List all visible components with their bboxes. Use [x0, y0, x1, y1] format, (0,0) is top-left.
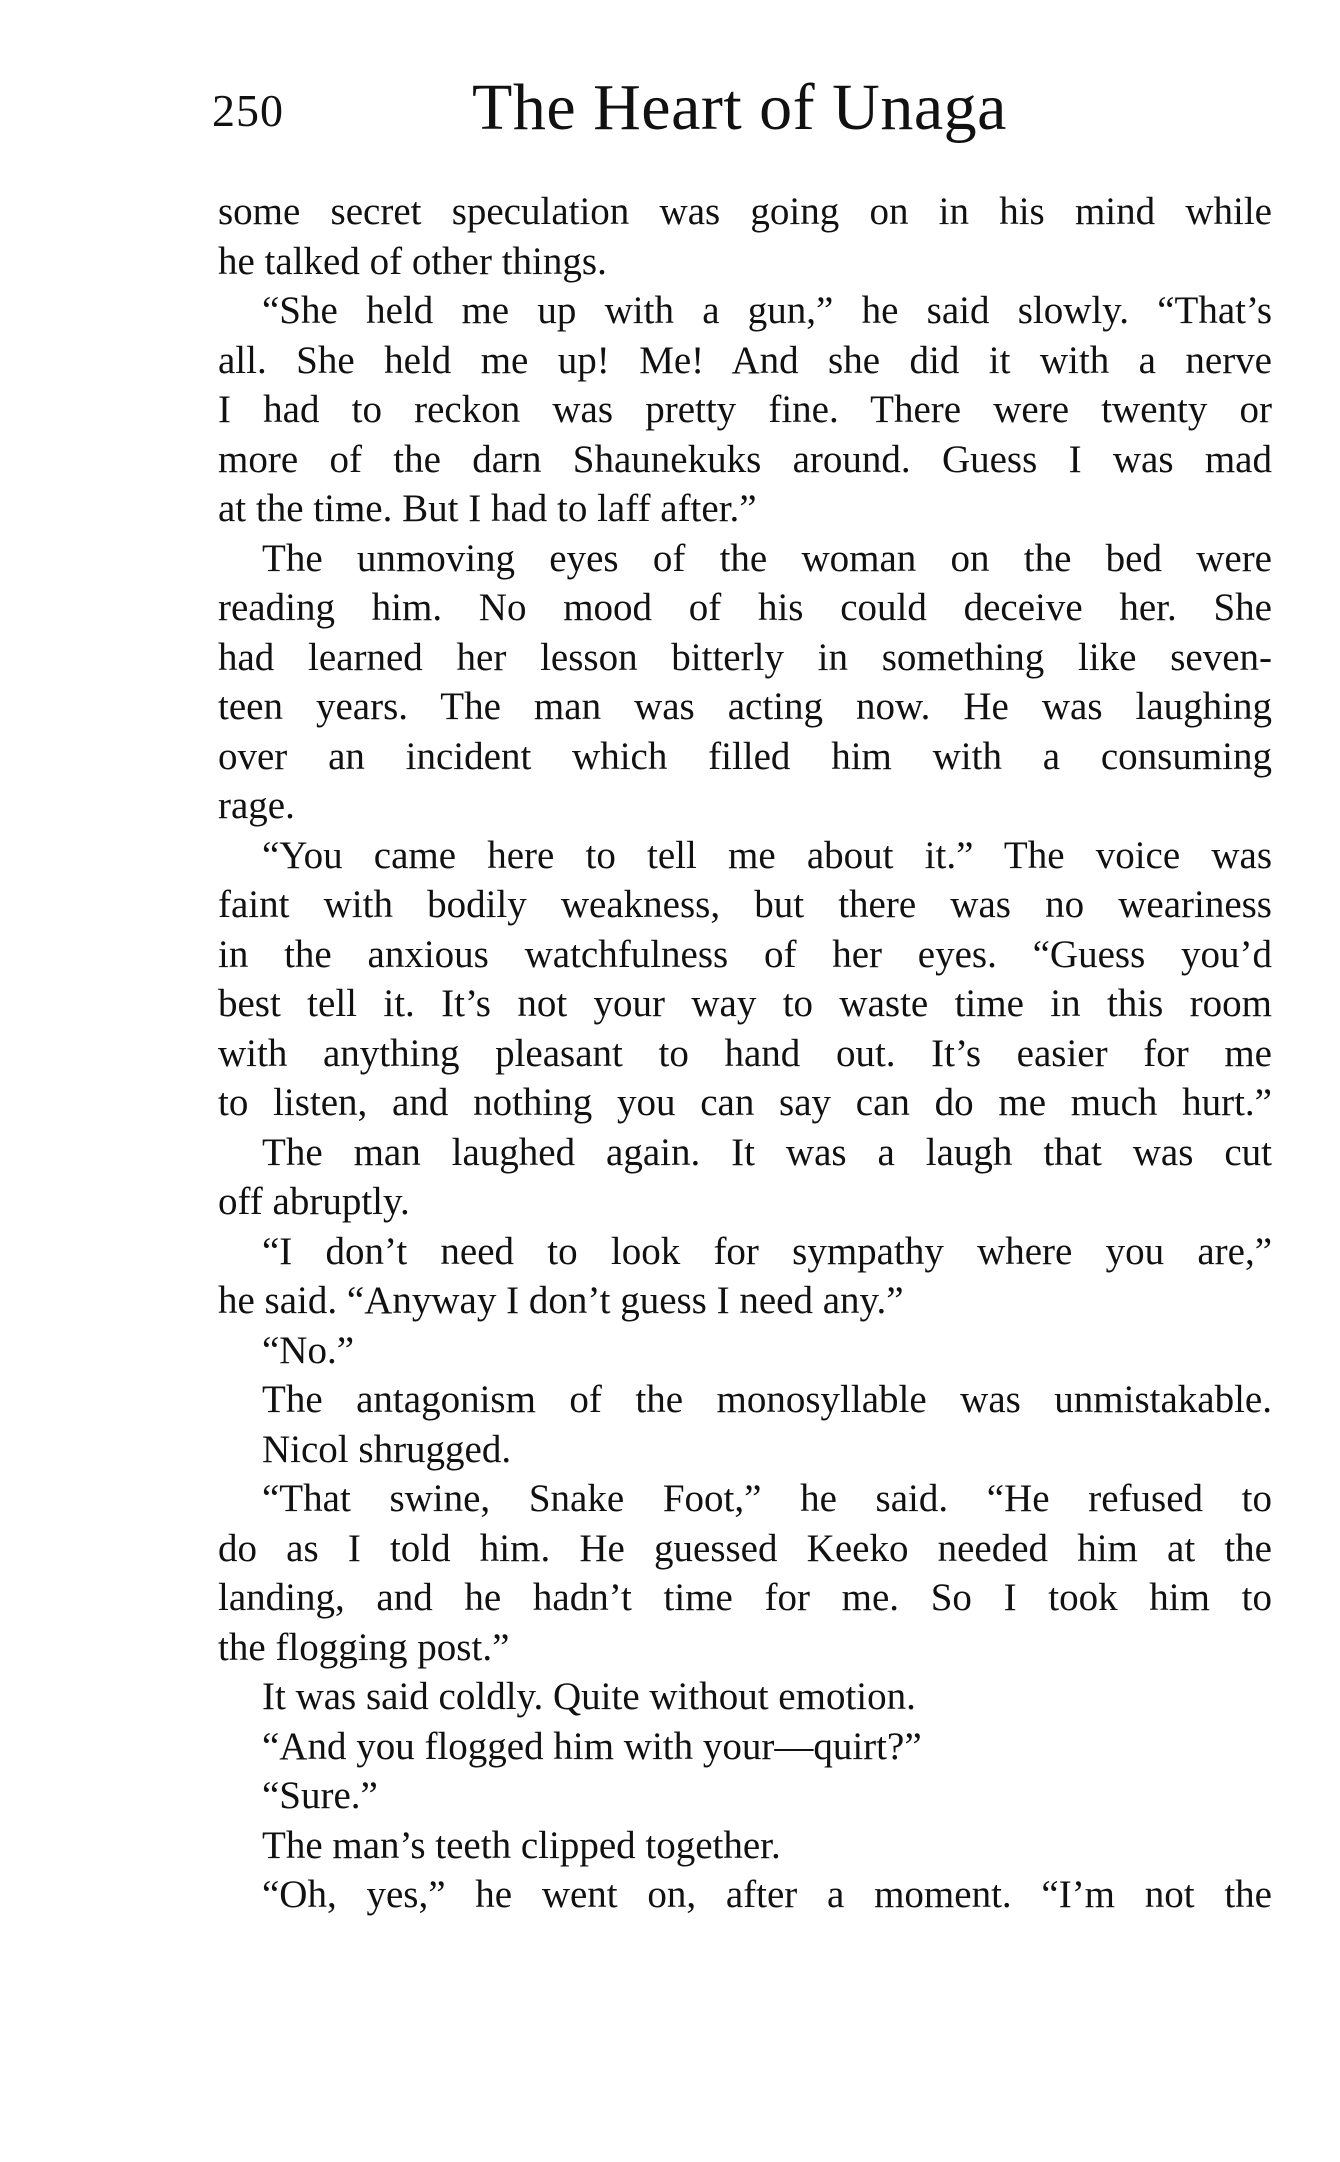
text-line: I had to reckon was pretty fine. There were twenty or [218, 388, 1272, 431]
running-title: The Heart of Unaga [472, 71, 1007, 144]
text-line: The antagonism of the monosyllable was unmistakable. [262, 1378, 1272, 1421]
text-line: all. She held me up! Me! And she did it with a nerve [218, 338, 1272, 382]
text-line: over an incident which filled him with a consuming [218, 734, 1272, 778]
text-line: “Oh, yes,” he went on, after a moment. “I’m not the [262, 1873, 1272, 1916]
text-line: “She held me up with a gun,” he said slowly. “That’s [262, 289, 1272, 332]
text-line: to listen, and nothing you can say can do me much hurt.” [218, 1081, 1272, 1124]
page-number: 250 [212, 85, 284, 136]
text-line: The man laughed again. It was a laugh that was cut [262, 1130, 1272, 1174]
text-line: “Sure.” [262, 1774, 378, 1817]
text-line: with anything pleasant to hand out. It’s easier for me [218, 1031, 1272, 1075]
text-line: reading him. No mood of his could deceive her. She [218, 586, 1272, 629]
text-line: off abruptly. [218, 1180, 410, 1223]
text-line: the flogging post.” [218, 1625, 510, 1669]
text-line: “You came here to tell me about it.” The voice was [262, 833, 1272, 877]
text-line: landing, and he hadn’t time for me. So I took him to [218, 1576, 1272, 1619]
body-text [218, 187, 1272, 1920]
text-line: rage. [218, 784, 295, 827]
text-line: in the anxious watchfulness of her eyes. “Guess you’d [218, 932, 1272, 976]
text-line: “I don’t need to look for sympathy where you are,” [262, 1229, 1272, 1273]
text-line: do as I told him. He guessed Keeko needed him at the [218, 1526, 1272, 1570]
text-line: at the time. But I had to laff after.” [218, 487, 757, 530]
page-header [212, 70, 1272, 150]
text-line: “No.” [262, 1328, 355, 1372]
text-line: It was said coldly. Quite without emotion. [262, 1675, 916, 1718]
text-line: “That swine, Snake Foot,” he said. “He refused to [262, 1477, 1272, 1520]
text-line: The unmoving eyes of the woman on the bed were [262, 536, 1272, 580]
text-line: he said. “Anyway I don’t guess I need any.” [218, 1279, 904, 1322]
text-line: more of the darn Shaunekuks around. Guess I was mad [218, 437, 1272, 481]
text-line: he talked of other things. [218, 239, 607, 283]
text-line: faint with bodily weakness, but there was no weariness [218, 883, 1272, 926]
text-line: Nicol shrugged. [262, 1427, 512, 1471]
text-line: teen years. The man was acting now. He was laughing [218, 685, 1272, 728]
text-line: best tell it. It’s not your way to waste time in this room [218, 982, 1272, 1025]
text-line: “And you flogged him with your—quirt?” [262, 1724, 922, 1768]
text-line: had learned her lesson bitterly in something like seven- [218, 635, 1272, 679]
text-line: some secret speculation was going on in his mind while [218, 190, 1272, 233]
text-line: The man’s teeth clipped together. [262, 1823, 781, 1867]
